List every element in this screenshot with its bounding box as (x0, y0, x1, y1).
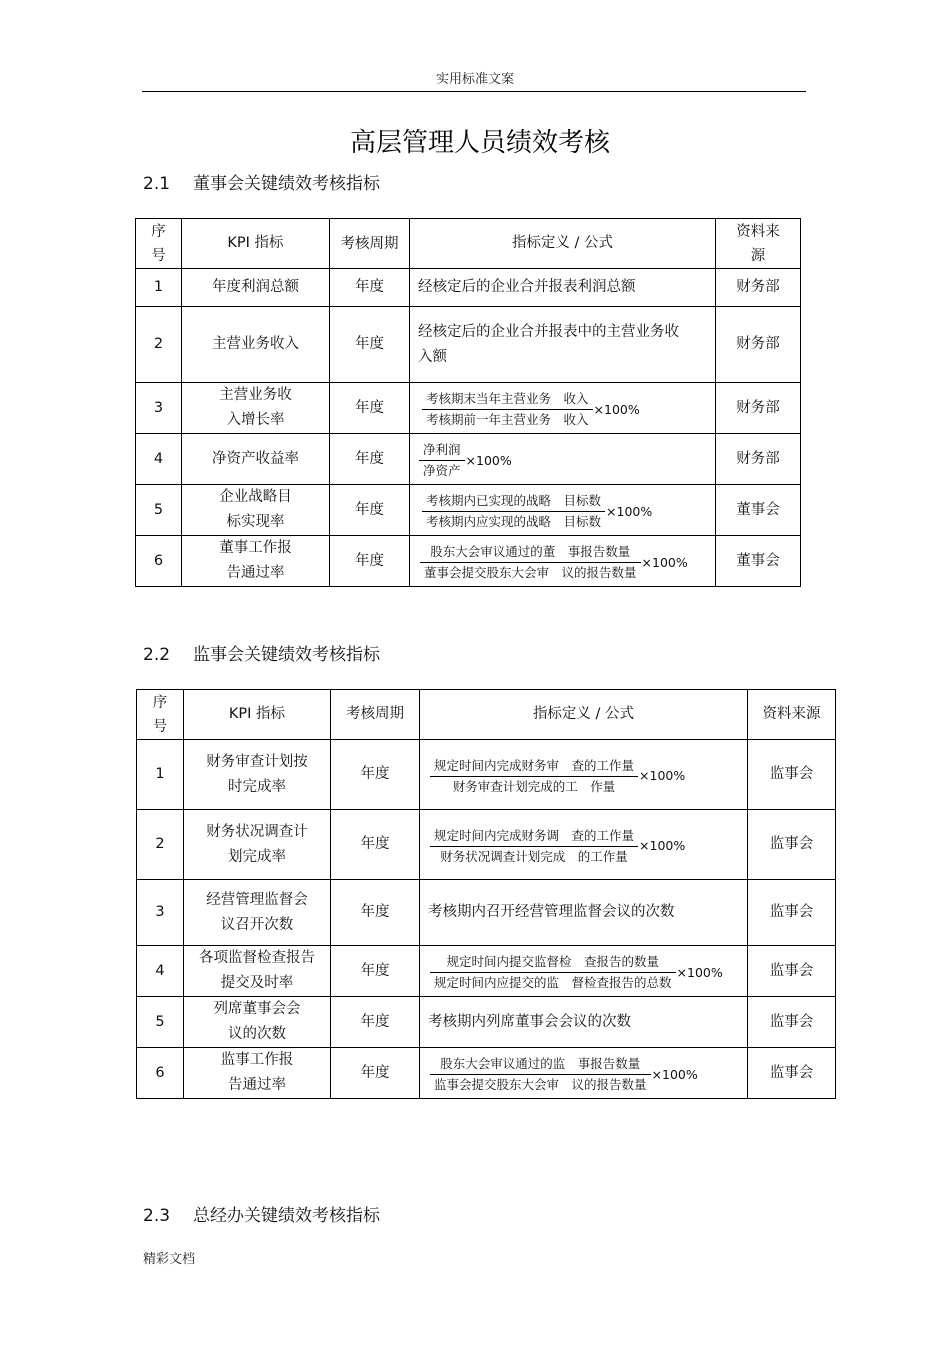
row-formula (420, 810, 748, 880)
header-kpi: KPI 指标 (182, 219, 330, 269)
row-kpi: 企业战略目标实现率 (182, 485, 330, 536)
section-title: 监事会关键绩效考核指标 (193, 645, 380, 665)
formula-fraction (422, 492, 652, 531)
row-source: 监事会 (748, 880, 836, 946)
formula-denominator: 财务状况调查计划完成 的工作量 (440, 848, 628, 864)
table-row (137, 946, 836, 997)
row-kpi: 董事工作报告通过率 (182, 536, 330, 587)
row-kpi: 年度利润总额 (182, 269, 330, 307)
row-no: 6 (136, 536, 182, 587)
header-source: 资料来源 (748, 690, 836, 740)
row-source: 监事会 (748, 997, 836, 1048)
table-row (136, 269, 801, 307)
row-period: 年度 (331, 880, 420, 946)
table-header-row (136, 219, 801, 269)
table-row (136, 485, 801, 536)
row-formula (410, 485, 716, 536)
formula-fraction (430, 953, 723, 992)
formula-numerator: 股东大会审议通过的董 事报告数量 (420, 543, 641, 563)
formula-numerator: 规定时间内完成财务调 查的工作量 (430, 827, 638, 847)
section-title: 董事会关键绩效考核指标 (193, 174, 380, 194)
header-period: 考核周期 (331, 690, 420, 740)
formula-numerator: 净利润 (419, 441, 465, 461)
row-source: 财务部 (716, 383, 801, 434)
row-source: 财务部 (716, 434, 801, 485)
row-period: 年度 (331, 946, 420, 997)
supervisory-kpi-table (136, 689, 836, 1099)
row-no: 4 (137, 946, 184, 997)
formula-numerator: 考核期内已实现的战略 目标数 (422, 492, 605, 512)
row-no: 3 (136, 383, 182, 434)
header-period: 考核周期 (330, 219, 410, 269)
table-row (137, 810, 836, 880)
row-kpi: 监事工作报告通过率 (184, 1048, 331, 1099)
page-footer: 精彩文档 (143, 1252, 196, 1267)
formula-fraction (422, 390, 640, 429)
formula-fraction (419, 441, 512, 480)
row-period: 年度 (330, 269, 410, 307)
formula-multiplier: ×100% (639, 768, 686, 783)
header-no: 序号 (137, 690, 184, 740)
row-period: 年度 (331, 997, 420, 1048)
formula-numerator: 规定时间内完成财务审 查的工作量 (430, 757, 638, 777)
row-no: 6 (137, 1048, 184, 1099)
formula-fraction (420, 543, 688, 582)
row-period: 年度 (330, 383, 410, 434)
formula-denominator: 规定时间内应提交的监 督检查报告的总数 (434, 975, 672, 990)
row-period: 年度 (330, 434, 410, 485)
formula-numerator: 股东大会审议通过的监 事报告数量 (430, 1055, 651, 1075)
row-definition: 经核定后的企业合并报表中的主营业务收入额 (410, 307, 716, 383)
table-row (136, 383, 801, 434)
row-period: 年度 (330, 485, 410, 536)
row-source: 监事会 (748, 946, 836, 997)
row-kpi: 列席董事会会议的次数 (184, 997, 331, 1048)
formula-multiplier: ×100% (641, 554, 688, 570)
formula-multiplier: ×100% (593, 401, 640, 417)
table-row (137, 740, 836, 810)
formula-multiplier: ×100% (639, 838, 686, 853)
formula-denominator: 考核期内应实现的战略 目标数 (426, 514, 602, 529)
row-period: 年度 (331, 810, 420, 880)
row-formula (410, 383, 716, 434)
formula-fraction (430, 1055, 698, 1094)
table-header-row (137, 690, 836, 740)
row-definition: 考核期内列席董事会会议的次数 (420, 997, 748, 1048)
section-heading-2-1 (143, 169, 380, 194)
row-definition: 考核期内召开经营管理监督会议的次数 (420, 880, 748, 946)
formula-multiplier: ×100% (465, 452, 512, 468)
section-title: 总经办关键绩效考核指标 (193, 1206, 380, 1226)
row-source: 董事会 (716, 536, 801, 587)
row-formula (420, 1048, 748, 1099)
formula-denominator: 考核期前一年主营业务 收入 (426, 412, 589, 427)
header-definition: 指标定义 / 公式 (420, 690, 748, 740)
row-kpi: 经营管理监督会议召开次数 (184, 880, 331, 946)
row-no: 1 (136, 269, 182, 307)
formula-multiplier: ×100% (606, 503, 653, 519)
formula-numerator: 考核期末当年主营业务 收入 (422, 390, 593, 410)
row-no: 1 (137, 740, 184, 810)
table-row (137, 880, 836, 946)
row-source: 监事会 (748, 740, 836, 810)
row-source: 监事会 (748, 1048, 836, 1099)
table-row (136, 307, 801, 383)
section-number: 2.2 (143, 645, 171, 665)
row-kpi: 主营业务收入 (182, 307, 330, 383)
row-period: 年度 (331, 740, 420, 810)
formula-fraction (430, 757, 685, 796)
formula-fraction (430, 827, 685, 866)
row-formula (410, 536, 716, 587)
row-kpi: 财务审查计划按时完成率 (184, 740, 331, 810)
row-no: 5 (137, 997, 184, 1048)
section-heading-2-3 (143, 1201, 380, 1226)
row-formula (420, 946, 748, 997)
formula-denominator: 财务审查计划完成的工 作量 (452, 778, 616, 794)
row-no: 4 (136, 434, 182, 485)
row-no: 2 (136, 307, 182, 383)
row-no: 3 (137, 880, 184, 946)
row-no: 5 (136, 485, 182, 536)
row-source: 监事会 (748, 810, 836, 880)
row-definition: 经核定后的企业合并报表利润总额 (410, 269, 716, 307)
formula-denominator: 董事会提交股东大会审 议的报告数量 (424, 565, 637, 580)
row-kpi: 各项监督检查报告提交及时率 (184, 946, 331, 997)
row-period: 年度 (331, 1048, 420, 1099)
row-source: 董事会 (716, 485, 801, 536)
formula-numerator: 规定时间内提交监督检 查报告的数量 (430, 953, 676, 973)
row-period: 年度 (330, 536, 410, 587)
row-kpi: 净资产收益率 (182, 434, 330, 485)
row-kpi: 主营业务收入增长率 (182, 383, 330, 434)
formula-multiplier: ×100% (676, 964, 723, 980)
formula-denominator: 监事会提交股东大会审 议的报告数量 (434, 1077, 647, 1092)
section-number: 2.1 (143, 174, 171, 194)
row-formula (410, 434, 716, 485)
board-kpi-table (135, 218, 801, 587)
row-period: 年度 (330, 307, 410, 383)
formula-denominator: 净资产 (423, 463, 461, 478)
table-row (136, 434, 801, 485)
row-source: 财务部 (716, 307, 801, 383)
row-formula (420, 740, 748, 810)
document-title: 高层管理人员绩效考核 (349, 128, 610, 158)
section-heading-2-2 (143, 640, 380, 665)
header-source: 资料来源 (716, 219, 801, 269)
table-row (137, 1048, 836, 1099)
table-row (136, 536, 801, 587)
page-header: 实用标准文案 (435, 72, 514, 87)
row-kpi: 财务状况调查计划完成率 (184, 810, 331, 880)
table-row (137, 997, 836, 1048)
formula-multiplier: ×100% (651, 1066, 698, 1082)
row-source: 财务部 (716, 269, 801, 307)
section-number: 2.3 (143, 1206, 171, 1226)
header-kpi: KPI 指标 (184, 690, 331, 740)
row-no: 2 (137, 810, 184, 880)
header-no: 序号 (136, 219, 182, 269)
header-rule (142, 91, 806, 92)
header-definition: 指标定义 / 公式 (410, 219, 716, 269)
